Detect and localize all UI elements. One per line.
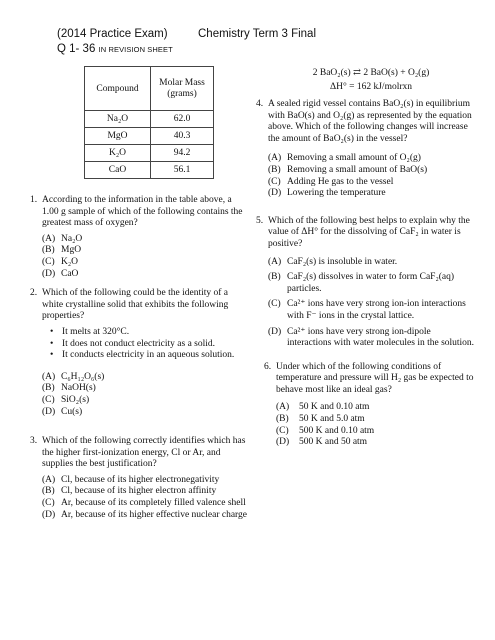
option-text: 500 K and 50 atm [299, 437, 368, 448]
property-item: • It melts at 320°C. [50, 327, 250, 339]
question-range-main: Q 1- 36 [57, 43, 96, 55]
answer-options [42, 234, 250, 280]
question-text: A sealed rigid vessel contains BaO₂(s) in equilibrium with BaO(s) and O₂(g) as represented by the equation above. Which of the following changes will increase the amount of BaO₂(s) in the vessel? [268, 99, 472, 144]
table-header-row [85, 67, 214, 111]
option-label: (B) [42, 383, 55, 394]
option-label: (A) [42, 371, 56, 382]
question-3 [30, 436, 250, 521]
option-label: (D) [268, 188, 282, 199]
answer-option[interactable] [42, 486, 250, 498]
property-item: • It conducts electricity in an aqueous solution. [50, 350, 250, 362]
option-text: 50 K and 5.0 atm [299, 414, 365, 425]
option-text: 50 K and 0.10 atm [299, 402, 370, 413]
question-range-note: IN REVISION SHEET [98, 45, 173, 54]
property-item: • It does not conduct electricity as a solid. [50, 339, 250, 351]
table-row [85, 111, 214, 128]
question-number: 2. [30, 288, 38, 299]
answer-options [42, 372, 250, 418]
answer-option[interactable] [268, 327, 476, 350]
option-text: CaF₂(s) dissolves in water to form CaF₂(aq) particles. [287, 272, 455, 294]
table-row [85, 162, 214, 179]
answer-option[interactable] [42, 234, 250, 246]
table-header-compound: Compound [85, 67, 151, 111]
molar-mass-table [84, 66, 214, 179]
question-number: 6. [264, 361, 272, 372]
option-text: Cl, because of its higher electron affinity [61, 486, 217, 497]
option-text: Cu(s) [61, 406, 83, 417]
answer-option[interactable] [276, 402, 476, 414]
answer-option[interactable] [268, 153, 476, 165]
question-5 [256, 216, 476, 350]
answer-option[interactable] [276, 426, 476, 438]
exam-title: Chemistry Term 3 Final [198, 28, 317, 40]
option-label: (C) [42, 498, 55, 509]
answer-option[interactable] [42, 245, 250, 257]
table-row [85, 145, 214, 162]
right-column [256, 66, 476, 449]
option-label: (D) [276, 437, 290, 448]
answer-option[interactable] [276, 437, 476, 449]
option-text: Na₂O [61, 233, 83, 244]
question-number: 5. [256, 215, 264, 226]
answer-option[interactable] [42, 510, 250, 522]
molar-mass-header-line2: (grams) [167, 89, 197, 99]
option-label: (B) [268, 164, 281, 175]
option-label: (D) [42, 406, 56, 417]
option-text: C₆H₁₂O₆(s) [61, 371, 105, 382]
table-cell-mass: 40.3 [151, 128, 214, 145]
question-text: Under which of the following conditions of temperature and pressure will H₂ gas be expected to behave most like an ideal gas? [276, 361, 474, 395]
equilibrium-equation [266, 66, 476, 94]
option-label: (D) [42, 509, 56, 520]
answer-option[interactable] [42, 475, 250, 487]
option-text: CaO [61, 268, 79, 279]
option-text: Ar, because of its completely filled valence shell [61, 498, 246, 509]
answer-options [42, 475, 250, 521]
option-text: Ca²⁺ ions have very strong ion-ion interactions with F⁻ ions in the crystal lattice. [287, 299, 466, 321]
option-label: (D) [42, 268, 56, 279]
table-cell-mass: 62.0 [151, 111, 214, 128]
exam-year-label: (2014 Practice Exam) [57, 28, 168, 40]
table-cell-compound: Na₂O [85, 111, 151, 128]
option-label: (A) [268, 256, 282, 267]
left-column [30, 66, 250, 521]
option-text: 500 K and 0.10 atm [299, 425, 375, 436]
answer-options [268, 153, 476, 199]
option-text: Lowering the temperature [287, 188, 386, 199]
answer-options [276, 402, 476, 448]
table-header-molar-mass [151, 67, 214, 111]
exam-header-left [57, 27, 173, 57]
option-label: (A) [42, 233, 56, 244]
option-text: Ca²⁺ ions have very strong ion-dipole interactions with water molecules in the solution. [287, 326, 475, 349]
option-label: (A) [42, 474, 56, 485]
question-1 [30, 195, 250, 280]
option-label: (C) [42, 394, 55, 405]
option-label: (A) [268, 153, 282, 164]
reaction-equation: 2 BaO₂(s) ⇄ 2 BaO(s) + O₂(g) [312, 68, 430, 78]
molar-mass-header-line1: Molar Mass [159, 78, 205, 88]
question-6 [264, 362, 476, 449]
answer-option[interactable] [268, 165, 476, 177]
answer-option[interactable] [42, 383, 250, 395]
option-text: Removing a small amount of BaO(s) [287, 164, 428, 175]
table-cell-compound: MgO [85, 128, 151, 145]
answer-options [268, 257, 476, 350]
option-label: (B) [42, 486, 55, 497]
option-label: (A) [276, 402, 290, 413]
option-text: Removing a small amount of O₂(g) [287, 153, 421, 164]
question-2 [30, 288, 250, 418]
answer-option[interactable] [268, 299, 476, 322]
answer-option[interactable] [268, 272, 476, 295]
option-text: Adding He gas to the vessel [287, 176, 394, 187]
answer-option[interactable] [42, 269, 250, 281]
question-range-label [57, 42, 173, 57]
table-row [85, 128, 214, 145]
property-list [50, 327, 250, 362]
option-label: (C) [42, 256, 55, 267]
answer-option[interactable] [276, 414, 476, 426]
question-text: Which of the following best helps to explain why the value of ΔH° for the dissolving of CaF₂ in water is positive? [268, 215, 470, 249]
option-text: Ar, because of its higher effective nuclear charge [61, 509, 248, 520]
option-label: (D) [268, 326, 282, 337]
option-text: NaOH(s) [61, 383, 96, 394]
question-text: According to the information in the table above, a 1.00 g sample of which of the following contains the greatest mass of oxygen? [42, 195, 243, 229]
answer-option[interactable] [268, 257, 476, 269]
option-label: (B) [42, 245, 55, 256]
option-label: (C) [268, 176, 281, 187]
answer-option[interactable] [42, 498, 250, 510]
table-cell-mass: 56.1 [151, 162, 214, 179]
table-cell-mass: 94.2 [151, 145, 214, 162]
option-label: (C) [276, 425, 289, 436]
table-cell-compound: CaO [85, 162, 151, 179]
answer-option[interactable] [42, 257, 250, 269]
question-4 [256, 99, 476, 200]
option-label: (B) [268, 272, 281, 283]
question-number: 3. [30, 436, 38, 447]
answer-option[interactable] [268, 177, 476, 189]
question-number: 4. [256, 99, 264, 109]
question-text: Which of the following could be the identity of a white crystalline solid that exhibits the following properties? [42, 288, 229, 322]
answer-option[interactable] [42, 395, 250, 407]
answer-option[interactable] [42, 372, 250, 384]
table-cell-compound: K₂O [85, 145, 151, 162]
option-text: SiO₂(s) [61, 394, 90, 405]
option-text: CaF₂(s) is insoluble in water. [287, 256, 398, 267]
enthalpy-value: ΔH° = 162 kJ/molrxn [329, 82, 413, 92]
option-text: MgO [61, 245, 82, 256]
answer-option[interactable] [42, 407, 250, 419]
answer-option[interactable] [268, 188, 476, 200]
option-text: Cl, because of its higher electronegativity [61, 474, 220, 485]
question-text: Which of the following correctly identifies which has the higher first-ionization energy, Cl or Ar, and supplies the best justification? [42, 436, 246, 470]
question-number: 1. [30, 195, 38, 205]
option-label: (C) [268, 299, 281, 310]
option-text: K₂O [61, 256, 79, 267]
option-label: (B) [276, 414, 289, 425]
